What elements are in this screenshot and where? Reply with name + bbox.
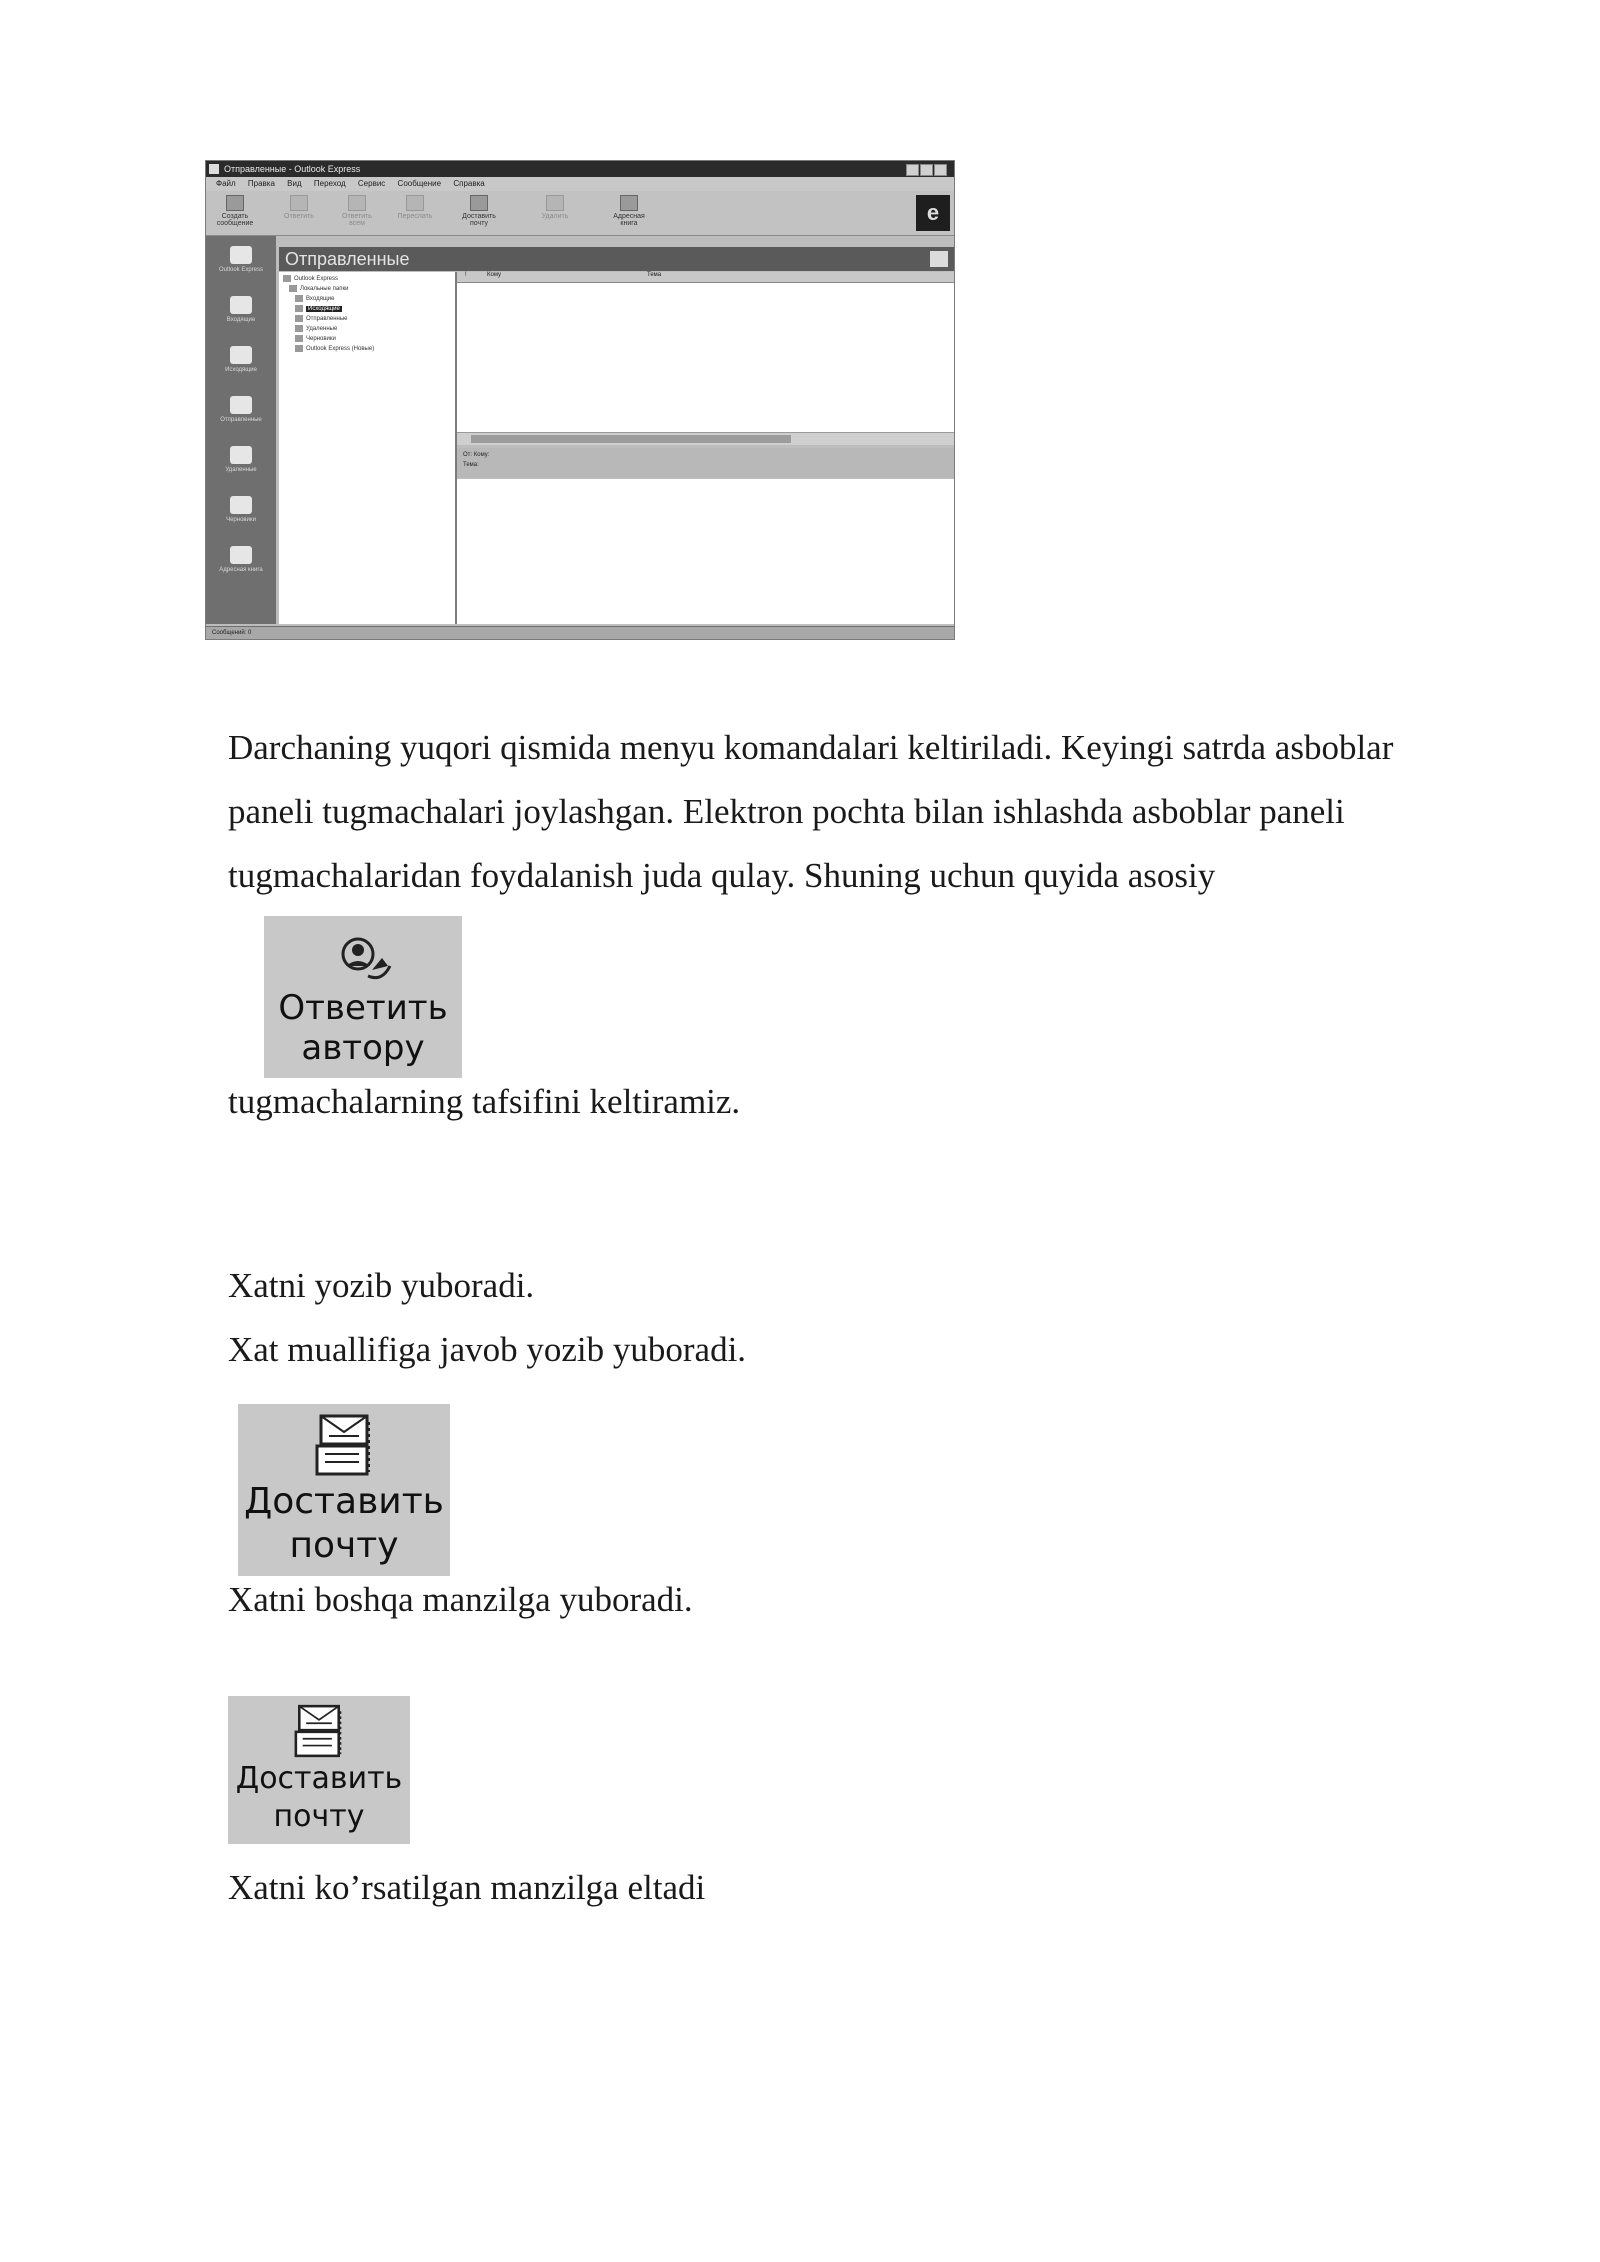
folder-icon	[295, 335, 303, 342]
outlook-bar-item: Исходящие	[216, 342, 266, 388]
menu-bar	[206, 177, 954, 191]
inbox-icon	[230, 296, 252, 314]
folder-icon	[295, 345, 303, 352]
menu-item: Правка	[247, 179, 275, 188]
reply-author-icon	[328, 930, 398, 986]
toolbar-button-deliver: Доставить почту	[456, 195, 502, 231]
app-icon	[209, 164, 219, 174]
preview-subject: Тема:	[463, 462, 479, 468]
folder-item-selected: Исходящие	[295, 305, 342, 314]
paragraph-line: tugmachalarning tafsifini keltiramiz.	[228, 1082, 741, 1121]
toolbar-button-reply-all: Ответить всем	[334, 195, 380, 231]
menu-item: Переход	[313, 179, 346, 188]
folder-tree	[279, 272, 457, 624]
folder-icon	[283, 275, 291, 282]
deliver-mail-label-2: почту	[273, 1799, 365, 1834]
contacts-icon	[230, 546, 252, 564]
preview-header	[457, 448, 954, 478]
folder-icon	[289, 285, 297, 292]
folder-icon	[295, 295, 303, 302]
delete-icon	[546, 195, 564, 211]
preview-from: От: Кому:	[463, 452, 490, 458]
deliver-mail-label-1: Доставить	[244, 1481, 444, 1522]
envelopes-icon	[309, 1412, 379, 1478]
toolbar-button-forward: Переслать	[392, 195, 438, 231]
maximize-icon	[920, 164, 933, 176]
column-to: Кому	[487, 272, 502, 278]
close-icon	[934, 164, 947, 176]
outlook-express-icon	[230, 246, 252, 264]
folder-item: Входящие	[295, 295, 334, 304]
outlook-bar-item: Outlook Express	[216, 242, 266, 288]
folder-header-icon	[930, 251, 948, 267]
message-list	[457, 272, 954, 444]
scrollbar-thumb	[471, 435, 791, 443]
folder-item: Outlook Express (Новые)	[295, 345, 374, 354]
reply-author-button-image	[264, 916, 462, 1078]
deliver-mail-button-image	[238, 1404, 450, 1576]
send-receive-icon	[470, 195, 488, 211]
reply-author-label-1: Ответить	[278, 988, 448, 1028]
desc-write-send: Xatni yozib yuboradi.	[228, 1266, 535, 1305]
toolbar-button-address-book: Адресная книга	[606, 195, 652, 231]
toolbar-button-create: Создать сообщение	[212, 195, 258, 231]
forward-icon	[406, 195, 424, 211]
toolbar-button-reply: Ответить	[276, 195, 322, 231]
outlook-bar-item: Удаленные	[216, 442, 266, 488]
folder-icon	[295, 325, 303, 332]
paragraph-line: paneli tugmachalari joylashgan. Elektron pochta bilan ishlashda asboblar paneli	[228, 792, 1345, 831]
folder-item: Отправленные	[295, 315, 348, 324]
ie-logo-icon: e	[916, 195, 950, 231]
toolbar	[206, 191, 954, 236]
sent-items-icon	[230, 396, 252, 414]
outbox-icon	[230, 346, 252, 364]
folder-item: Удаленные	[295, 325, 337, 334]
preview-pane	[457, 479, 954, 624]
new-mail-icon	[226, 195, 244, 211]
desc-deliver: Xatni ko’rsatilgan manzilga eltadi	[228, 1868, 706, 1907]
outlook-bar-item: Черновики	[216, 492, 266, 538]
folder-item: Черновики	[295, 335, 336, 344]
reply-author-label-2: автору	[301, 1028, 425, 1068]
outlook-bar-item: Адресная книга	[216, 542, 266, 588]
window-title: Отправленные - Outlook Express	[224, 164, 361, 174]
outlook-bar-item: Отправленные	[216, 392, 266, 438]
reply-all-icon	[348, 195, 366, 211]
deliver-mail-label-2: почту	[289, 1525, 399, 1566]
status-bar	[206, 626, 954, 640]
outlook-bar	[206, 236, 276, 624]
desc-forward: Xatni boshqa manzilga yuboradi.	[228, 1580, 693, 1619]
folder-header	[279, 247, 954, 271]
paragraph-line: Darchaning yuqori qismida menyu komandalari keltiriladi. Keyingi satrda asboblar	[228, 728, 1394, 767]
window-title-bar	[206, 161, 954, 177]
reply-icon	[290, 195, 308, 211]
menu-item: Вид	[287, 179, 302, 188]
deliver-mail-button-image	[228, 1696, 410, 1844]
minimize-icon	[906, 164, 919, 176]
deleted-items-icon	[230, 446, 252, 464]
drafts-icon	[230, 496, 252, 514]
horizontal-scrollbar	[457, 432, 954, 445]
menu-item: Файл	[216, 179, 236, 188]
address-book-icon	[620, 195, 638, 211]
desc-reply-author: Xat muallifiga javob yozib yuboradi.	[228, 1330, 747, 1369]
outlook-express-screenshot	[205, 160, 955, 640]
envelopes-icon	[289, 1702, 349, 1760]
folder-item: Outlook Express	[283, 275, 338, 284]
menu-item: Сервис	[357, 179, 386, 188]
folder-icon	[295, 305, 303, 312]
folder-icon	[295, 315, 303, 322]
paragraph-line: tugmachalaridan foydalanish juda qulay. Shuning uchun quyida asosiy	[228, 856, 1216, 895]
outlook-bar-item: Входящие	[216, 292, 266, 338]
menu-item: Сообщение	[397, 179, 442, 188]
folder-header-title: Отправленные	[285, 249, 410, 269]
deliver-mail-label-1: Доставить	[235, 1761, 403, 1796]
column-subject: Тема	[647, 272, 662, 278]
message-list-header	[457, 272, 954, 283]
menu-item: Справка	[453, 179, 485, 188]
folder-item: Локальные папки	[289, 285, 348, 294]
status-text: Сообщений: 0	[212, 630, 252, 636]
column-flag: !	[465, 272, 467, 278]
toolbar-button-delete: Удалить	[532, 195, 578, 231]
